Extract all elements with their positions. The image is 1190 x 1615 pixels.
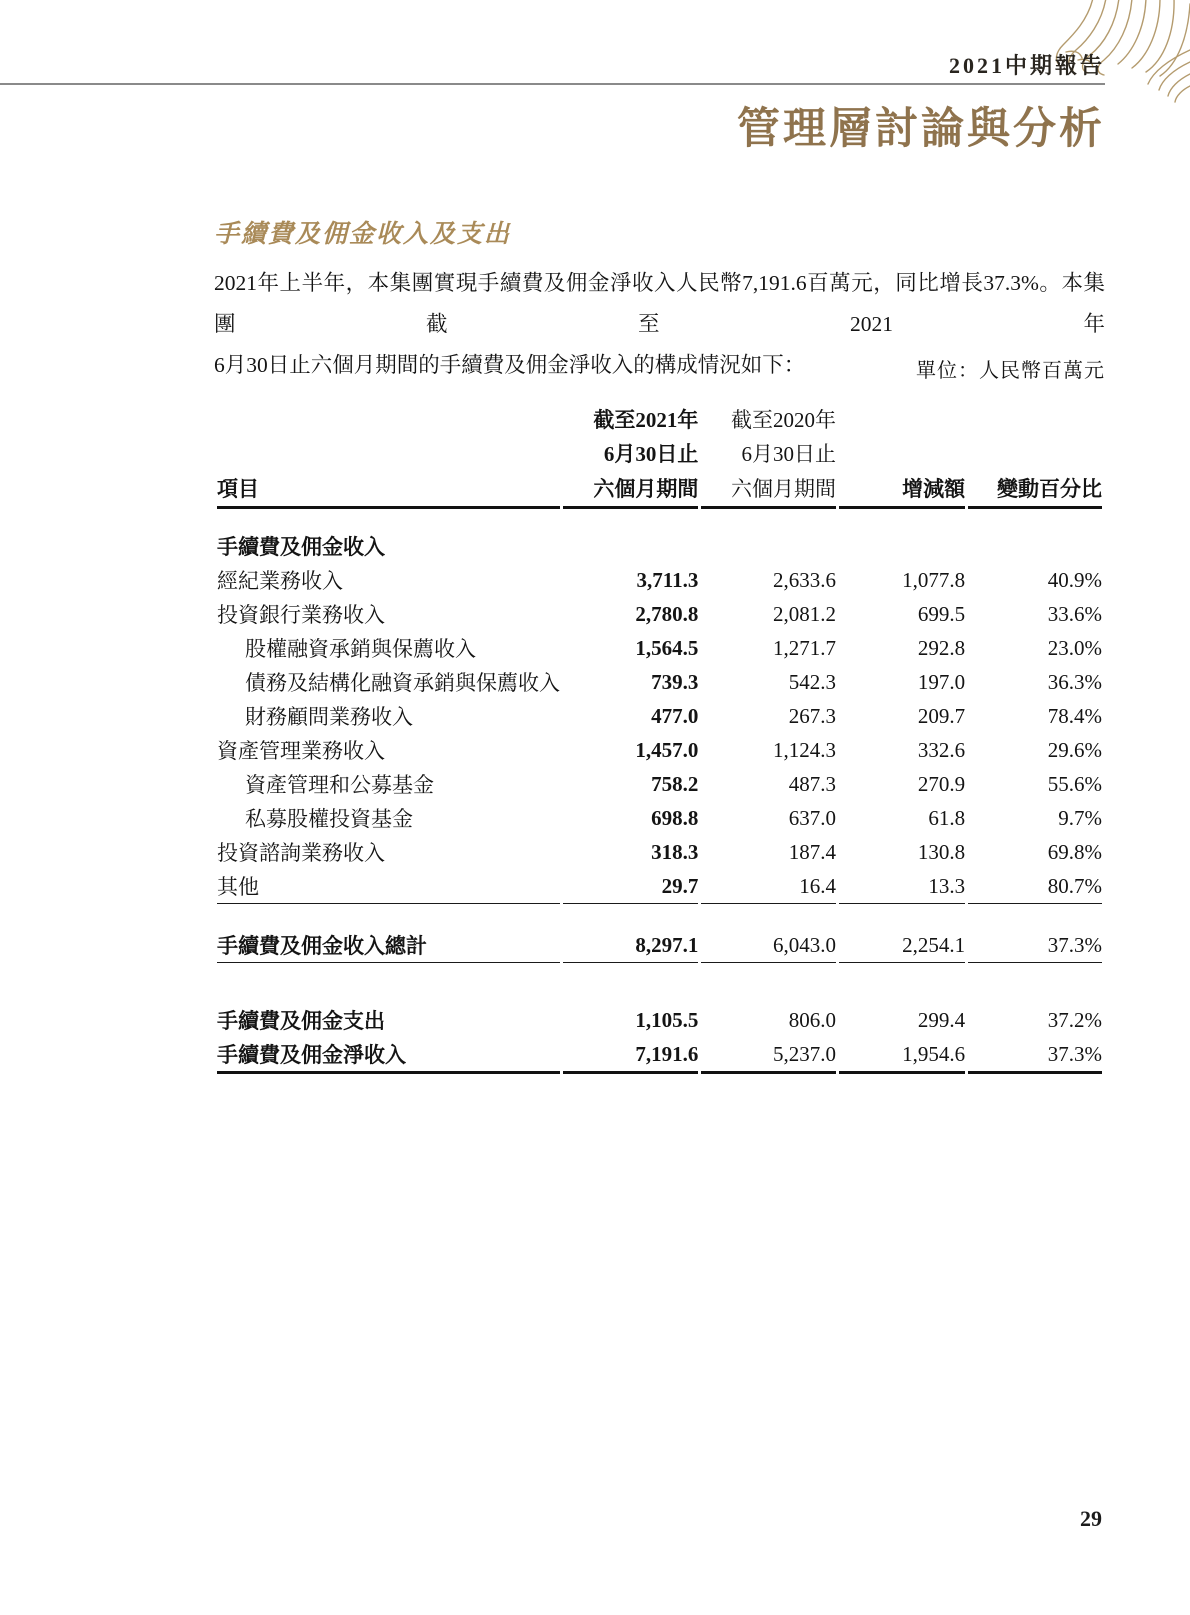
pct-change-cell: 9.7% [1058,805,1102,830]
change-cell: 299.4 [917,1007,966,1032]
item-cell: 私募股權投資基金 [245,807,413,831]
value-2020-cell: 1,124.3 [772,737,836,762]
value-2021-cell: 8,297.1 [563,928,698,963]
header-spacer [839,402,965,436]
header-spacer [968,402,1102,436]
spacer-cell [217,904,1102,928]
header-row-1 [217,402,1102,436]
header-2021-line3: 六個月期間 [563,470,698,509]
header-2021-line2: 6月30日止 [603,442,699,466]
spacer-row [217,963,1102,1003]
header-row-3 [217,470,1102,509]
pct-change-cell: 69.8% [1047,839,1102,864]
header-item: 項目 [217,470,560,509]
table-row [217,699,1102,733]
change-cell: 197.0 [917,669,966,694]
change-cell: 332.6 [917,737,966,762]
value-2020-cell: 267.3 [788,703,836,728]
change-cell: 1,954.6 [839,1037,965,1074]
item-cell: 手續費及佣金淨收入 [217,1037,560,1074]
value-2020-cell: 16.4 [701,869,836,904]
pct-change-cell: 37.2% [1047,1007,1102,1032]
value-2020-cell: 637.0 [788,805,836,830]
change-cell: 209.7 [917,703,966,728]
value-2021-cell: 1,105.5 [635,1007,699,1032]
value-2021-cell: 739.3 [651,669,699,694]
pct-change-cell: 55.6% [1047,771,1102,796]
value-2020-cell [701,509,836,563]
item-cell: 手續費及佣金收入 [217,535,385,559]
header-spacer [839,436,965,470]
value-2021-cell: 1,564.5 [635,635,699,660]
pct-change-cell: 37.3% [968,1037,1102,1074]
report-label: 2021中期報告 [948,53,1105,78]
item-cell: 手續費及佣金收入總計 [217,928,560,963]
value-2020-cell: 1,271.7 [772,635,836,660]
value-2020-cell: 542.3 [788,669,836,694]
page-number: 29 [1080,1506,1102,1531]
value-2021-cell: 758.2 [651,771,699,796]
value-2021-cell: 7,191.6 [563,1037,698,1074]
table-row [217,1003,1102,1037]
value-2021-cell: 318.3 [651,839,699,864]
value-2020-cell: 2,081.2 [772,601,836,626]
table-row [217,835,1102,869]
unit-note: 單位：人民幣百萬元 [916,360,1105,382]
header-2020-line1: 截至2020年 [730,408,836,432]
value-2020-cell: 2,633.6 [772,567,836,592]
page-title: 管理層討論與分析 [737,106,1105,153]
value-2020-cell: 5,237.0 [701,1037,836,1074]
value-2021-cell [563,509,698,563]
item-cell: 手續費及佣金支出 [217,1009,385,1033]
spacer-cell [217,963,1102,1003]
pct-change-cell: 29.6% [1047,737,1102,762]
pct-change-cell: 33.6% [1047,601,1102,626]
table-row [217,869,1102,904]
pct-change-cell: 36.3% [1047,669,1102,694]
header-2021-line1: 截至2021年 [593,408,699,432]
change-cell: 1,077.8 [902,567,966,592]
intro-line-2: 6月30日止六個月期間的手續費及佣金淨收入的構成情況如下： [214,353,806,377]
change-cell: 270.9 [917,771,966,796]
header-2020-line2: 6月30日止 [741,442,836,466]
intro-line-1: 2021年上半年，本集團實現手續費及佣金淨收入人民幣7,191.6百萬元，同比增長37.3%。本集團截至2021年 [214,271,1105,336]
header-divider [0,83,1105,85]
item-cell: 股權融資承銷與保薦收入 [245,637,476,661]
value-2021-cell: 1,457.0 [635,737,699,762]
change-cell [839,509,965,563]
spacer-row [217,904,1102,928]
pct-change-cell: 40.9% [1047,567,1102,592]
change-cell: 13.3 [839,869,965,904]
header-2020-line3: 六個月期間 [701,470,836,509]
item-cell: 經紀業務收入 [217,569,343,593]
table-row [217,1037,1102,1074]
value-2020-cell: 6,043.0 [701,928,836,963]
table-row [217,509,1102,563]
item-cell: 投資諮詢業務收入 [217,841,385,865]
value-2021-cell: 698.8 [651,805,699,830]
pct-change-cell: 37.3% [968,928,1102,963]
change-cell: 2,254.1 [839,928,965,963]
table-row [217,928,1102,963]
table-row [217,563,1102,597]
pct-change-cell: 78.4% [1047,703,1102,728]
change-cell: 61.8 [928,805,966,830]
table-body [217,509,1102,1074]
item-cell: 資產管理和公募基金 [245,773,434,797]
value-2021-cell: 477.0 [651,703,699,728]
pct-change-cell: 23.0% [1047,635,1102,660]
header-pct: 變動百分比 [968,470,1102,509]
pct-change-cell [968,509,1102,563]
section-heading: 手續費及佣金收入及支出 [214,221,512,248]
pct-change-cell: 80.7% [968,869,1102,904]
table-row [217,767,1102,801]
header-spacer [217,436,560,470]
item-cell: 資產管理業務收入 [217,739,385,763]
table-row [217,631,1102,665]
item-cell: 投資銀行業務收入 [217,603,385,627]
table-header [217,402,1102,509]
change-cell: 699.5 [917,601,966,626]
value-2020-cell: 187.4 [788,839,836,864]
value-2020-cell: 806.0 [788,1007,836,1032]
table-row [217,597,1102,631]
item-cell: 債務及結構化融資承銷與保薦收入 [245,671,560,695]
table-row [217,733,1102,767]
table-row [217,665,1102,699]
header-spacer [217,402,560,436]
header-spacer [968,436,1102,470]
table-row [217,801,1102,835]
value-2020-cell: 487.3 [788,771,836,796]
value-2021-cell: 29.7 [563,869,698,904]
value-2021-cell: 2,780.8 [635,601,699,626]
change-cell: 292.8 [917,635,966,660]
change-cell: 130.8 [917,839,966,864]
item-cell: 財務顧問業務收入 [245,705,413,729]
fee-commission-table [214,402,1105,1074]
header-change: 增減額 [839,470,965,509]
value-2021-cell: 3,711.3 [636,567,699,592]
item-cell: 其他 [217,869,560,904]
header-row-2 [217,436,1102,470]
